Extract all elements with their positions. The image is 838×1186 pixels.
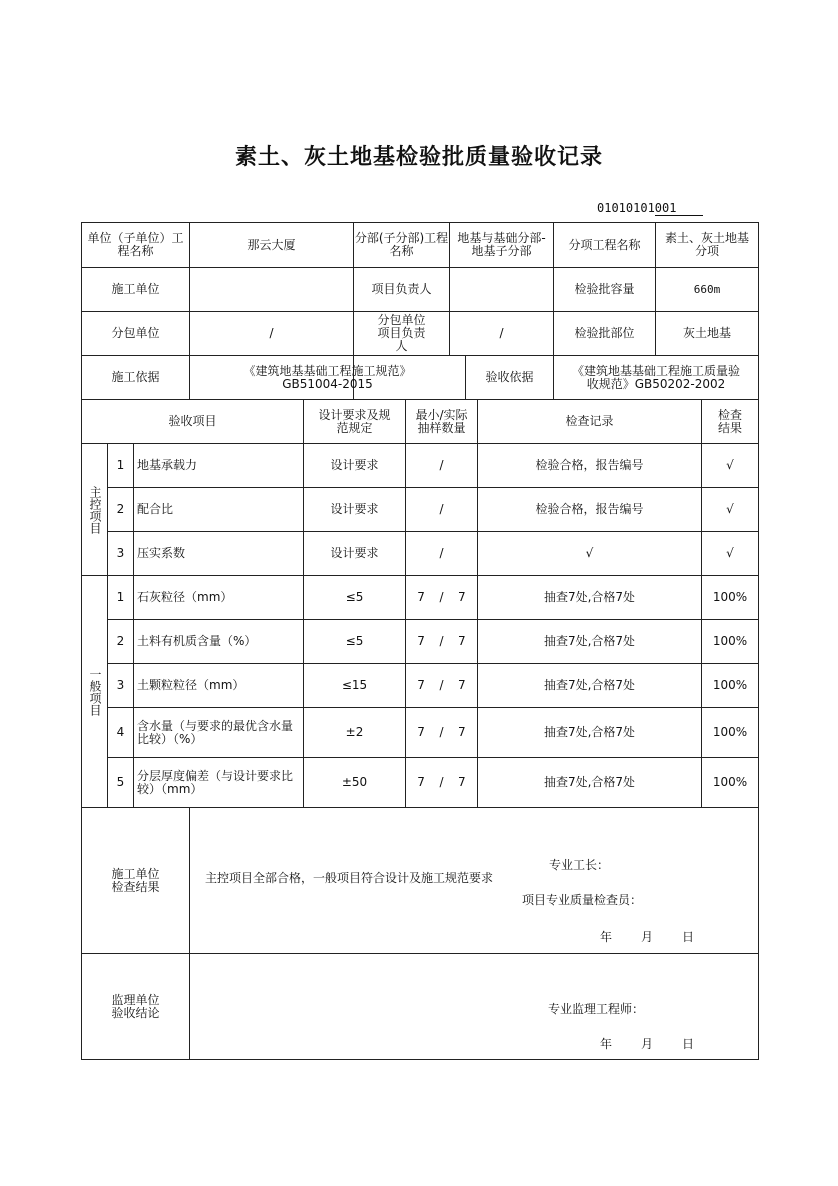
column-header-design: 设计要求及规范规定	[318, 407, 391, 435]
sample-min: 7	[417, 725, 425, 739]
check-result[interactable]: 100%	[712, 775, 748, 789]
check-result[interactable]: √	[726, 458, 734, 472]
sample-separator: /	[439, 590, 444, 604]
item-name: 配合比	[137, 502, 174, 516]
item-name: 压实系数	[137, 546, 186, 560]
column-header-record: 检查记录	[565, 414, 614, 428]
row-number: 5	[116, 775, 125, 789]
sample-separator: /	[439, 725, 444, 739]
subcontractor-pm-value[interactable]: /	[499, 326, 504, 340]
subcontractor-value[interactable]: /	[269, 326, 274, 340]
column-header-result: 检查结果	[717, 407, 742, 435]
check-record[interactable]: 检验合格，报告编号	[535, 502, 644, 516]
design-requirement: ≤15	[341, 678, 368, 692]
row-number: 2	[116, 634, 125, 648]
row-number: 4	[116, 725, 125, 739]
project-manager-label: 项目负责人	[371, 282, 432, 296]
sample-actual: 7	[458, 775, 466, 789]
check-record[interactable]: 抽查7处,合格7处	[543, 590, 636, 604]
sub-item-label: 分项工程名称	[568, 237, 641, 252]
sample-min: 7	[417, 590, 425, 604]
subdivision-value[interactable]: 地基与基础分部-地基子分部	[457, 231, 546, 258]
contractor-value[interactable]	[190, 268, 353, 311]
sample-actual: 7	[458, 590, 466, 604]
acceptance-basis-value[interactable]: 《建筑地基基础工程施工质量验收规范》GB50202-2002	[571, 363, 740, 391]
quality-inspector-label: 项目专业质量检查员：	[522, 893, 643, 907]
check-record[interactable]: 抽查7处,合格7处	[543, 775, 636, 789]
construction-basis-value[interactable]: 《建筑地基基础工程施工规范》GB51004-2015	[243, 363, 412, 391]
item-name: 地基承载力	[137, 458, 198, 472]
supervisor-date-month: 月	[641, 1037, 654, 1051]
document-number-prefix: 01010101	[597, 201, 655, 215]
contractor-date-day: 日	[682, 930, 695, 944]
subcontractor-label: 分包单位	[111, 326, 160, 340]
item-name: 土料有机质含量（%）	[137, 634, 257, 648]
sample-separator: /	[439, 775, 444, 789]
supervisor-date-day: 日	[682, 1037, 695, 1051]
design-requirement: ±2	[345, 725, 364, 739]
design-requirement: ≤5	[345, 590, 364, 604]
sample-min: 7	[417, 775, 425, 789]
general-group-label: 一般项目	[88, 667, 102, 716]
item-name: 含水量（与要求的最优含水量比较）（%）	[137, 718, 294, 746]
contractor-check-text[interactable]: 主控项目全部合格，一般项目符合设计及施工规范要求	[204, 870, 493, 885]
sample-count[interactable]: /	[439, 502, 444, 516]
sample-actual: 7	[458, 725, 466, 739]
sample-count[interactable]: /	[439, 458, 444, 472]
project-manager-value[interactable]	[450, 268, 553, 311]
design-requirement: ±50	[341, 775, 368, 789]
unit-name-label: 单位（子单位）工程名称	[87, 231, 184, 258]
supervisor-date-year: 年	[600, 1037, 613, 1051]
subdivision-label: 分部(子分部)工程名称	[354, 231, 449, 258]
foreman-label: 专业工长：	[549, 858, 610, 872]
sample-count[interactable]	[406, 664, 477, 707]
sample-count[interactable]	[406, 708, 477, 757]
check-result[interactable]: 100%	[712, 590, 748, 604]
row-number: 3	[116, 546, 125, 560]
batch-location-value[interactable]: 灰土地基	[682, 326, 731, 340]
column-header-item: 验收项目	[168, 414, 217, 428]
sample-count[interactable]	[406, 758, 477, 807]
row-number: 1	[116, 590, 125, 604]
main-control-group-label: 主控项目	[88, 485, 102, 534]
check-record[interactable]: 检验合格，报告编号	[535, 458, 644, 472]
acceptance-basis-label: 验收依据	[485, 370, 534, 384]
sample-separator: /	[439, 678, 444, 692]
batch-capacity-label: 检验批容量	[574, 282, 635, 296]
subcontractor-pm-label: 分包单位项目负责人	[377, 313, 426, 353]
check-result[interactable]: 100%	[712, 678, 748, 692]
sample-min: 7	[417, 634, 425, 648]
contractor-date-month: 月	[641, 930, 654, 944]
item-name: 土颗粒粒径（mm）	[137, 678, 245, 692]
contractor-date-year: 年	[600, 930, 613, 944]
check-record[interactable]: 抽查7处,合格7处	[543, 634, 636, 648]
sample-count[interactable]	[406, 576, 477, 619]
document-number-suffix: 001	[655, 201, 703, 216]
sample-count[interactable]	[406, 620, 477, 663]
unit-name-value[interactable]: 那云大厦	[247, 237, 296, 252]
row-number: 1	[116, 458, 125, 472]
sample-min: 7	[417, 678, 425, 692]
sample-actual: 7	[458, 678, 466, 692]
construction-basis-label: 施工依据	[111, 370, 160, 384]
sample-separator: /	[439, 634, 444, 648]
supervisor-check-label: 监理单位验收结论	[111, 992, 160, 1020]
item-name: 石灰粒径（mm）	[137, 590, 233, 604]
sample-count[interactable]: /	[439, 546, 444, 560]
design-requirement: 设计要求	[330, 546, 379, 560]
document-number	[597, 201, 703, 216]
supervising-engineer-label: 专业监理工程师：	[548, 1002, 645, 1016]
contractor-label: 施工单位	[111, 282, 160, 296]
check-result[interactable]: √	[726, 546, 734, 560]
column-header-sample: 最小/实际抽样数量	[415, 407, 468, 435]
sub-item-value[interactable]: 素土、灰土地基分项	[664, 231, 749, 258]
check-result[interactable]: 100%	[712, 725, 748, 739]
check-record[interactable]: √	[585, 546, 594, 560]
check-record[interactable]: 抽查7处,合格7处	[543, 678, 636, 692]
row-number: 2	[116, 502, 125, 516]
sample-actual: 7	[458, 634, 466, 648]
form-title: 素土、灰土地基检验批质量验收记录	[234, 144, 603, 170]
check-record[interactable]: 抽查7处,合格7处	[543, 725, 636, 739]
check-result[interactable]: 100%	[712, 634, 748, 648]
design-requirement: 设计要求	[330, 502, 379, 516]
design-requirement: 设计要求	[330, 458, 379, 472]
row-number: 3	[116, 678, 125, 692]
batch-location-label: 检验批部位	[574, 326, 635, 340]
design-requirement: ≤5	[345, 634, 364, 648]
contractor-check-label: 施工单位检查结果	[111, 866, 160, 894]
check-result[interactable]: √	[726, 502, 734, 516]
item-name: 分层厚度偏差（与设计要求比较）（mm）	[137, 768, 294, 796]
batch-capacity-value[interactable]: 660m	[693, 283, 721, 296]
